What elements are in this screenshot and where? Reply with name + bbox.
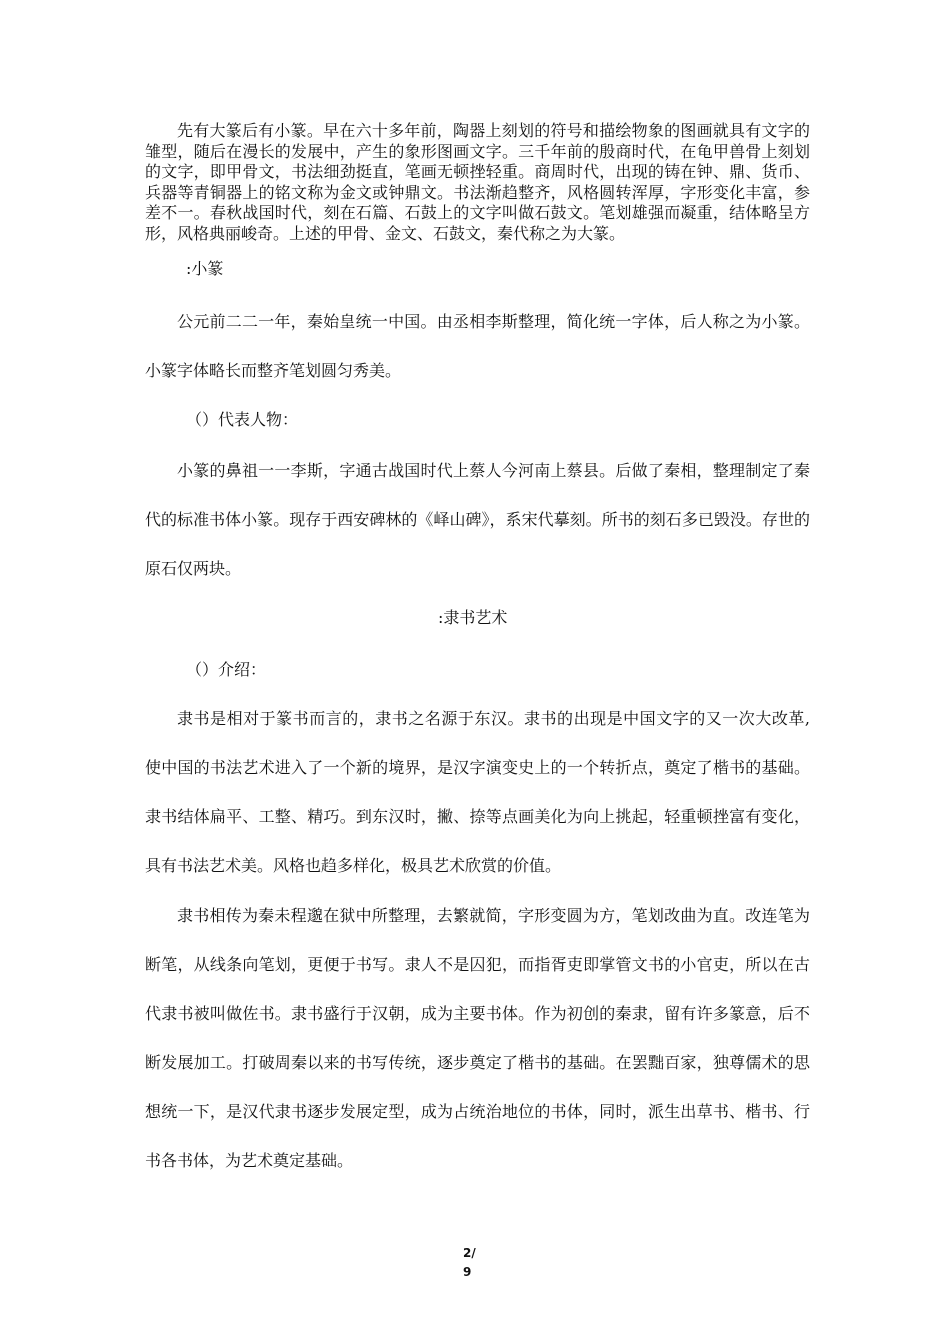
heading-introduction: （）介绍： — [186, 660, 267, 679]
page-number-total: 9 — [463, 1265, 472, 1279]
paragraph-lishu-history: 隶书相传为秦未程邈在狱中所整理，去繁就简，字形变圆为方，笔划改曲为直。改连笔为断笔，从线条向笔划，更便于书写。隶人不是囚犯，而指胥吏即掌管文书的小官吏，所以在古代隶书被叫做佐书。隶书盛行于汉朝，成为主要书体。作为初创的秦隶，留有许多篆意，后不断发展加工。打破周秦以来的书写传统，逐步奠定了楷书的基础。在罢黜百家，独尊儒术的思想统一下，是汉代隶书逐步发展定型，成为占统治地位的书体，同时，派生出草书、楷书、行书各书体，为艺术奠定基础。 — [145, 906, 810, 1170]
heading-lishu-art: :隶书艺术 — [438, 608, 508, 627]
paragraph-lishu-intro: 隶书是相对于篆书而言的，隶书之名源于东汉。隶书的出现是中国文字的又一次大改革, 使中国的书法艺术进入了一个新的境界，是汉字演变史上的一个转折点，奠定了楷书的基础。隶书结体扁平、工整、精巧。到东汉时，撇、捺等点画美化为向上挑起，轻重顿挫富有变化，具有书法艺术美。风格也趋多样化，极具艺术欣赏的价值。 — [145, 709, 810, 875]
heading-xiaozhuan: :小篆 — [186, 259, 224, 278]
paragraph-lisi: 小篆的鼻祖一一李斯，字通古战国时代上蔡人今河南上蔡县。后做了秦相，整理制定了秦代的标准书体小篆。现存于西安碑林的《峄山碑》，系宋代摹刻。所书的刻石多已毁没。存世的原石仅两块。 — [145, 461, 810, 578]
paragraph-xiaozhuan: 公元前二二一年，秦始皇统一中国。由丞相李斯整理，简化统一字体，后人称之为小篆。小篆字体略长而整齐笔划圆匀秀美。 — [145, 312, 810, 380]
heading-representative-figures: （）代表人物： — [186, 410, 299, 429]
page-number-current: 2/ — [463, 1246, 476, 1260]
paragraph-dazhuan: 先有大篆后有小篆。早在六十多年前，陶器上刻划的符号和描绘物象的图画就具有文字的雏型，随后在漫长的发展中，产生的象形图画文字。三千年前的殷商时代，在龟甲兽骨上刻划的文字，即甲骨文，书法细劲挺直，笔画无顿挫轻重。商周时代，出现的铸在钟、鼎、货币、兵器等青铜器上的铭文称为金文或钟鼎文。书法渐趋整齐，风格圆转浑厚，字形变化丰富，参差不一。春秋战国时代，刻在石篇、石鼓上的文字叫做石鼓文。笔划雄强而凝重，结体略呈方形，风格典丽峻奇。上述的甲骨、金文、石鼓文，秦代称之为大篆。 — [145, 121, 810, 243]
page-number — [463, 1244, 493, 1282]
